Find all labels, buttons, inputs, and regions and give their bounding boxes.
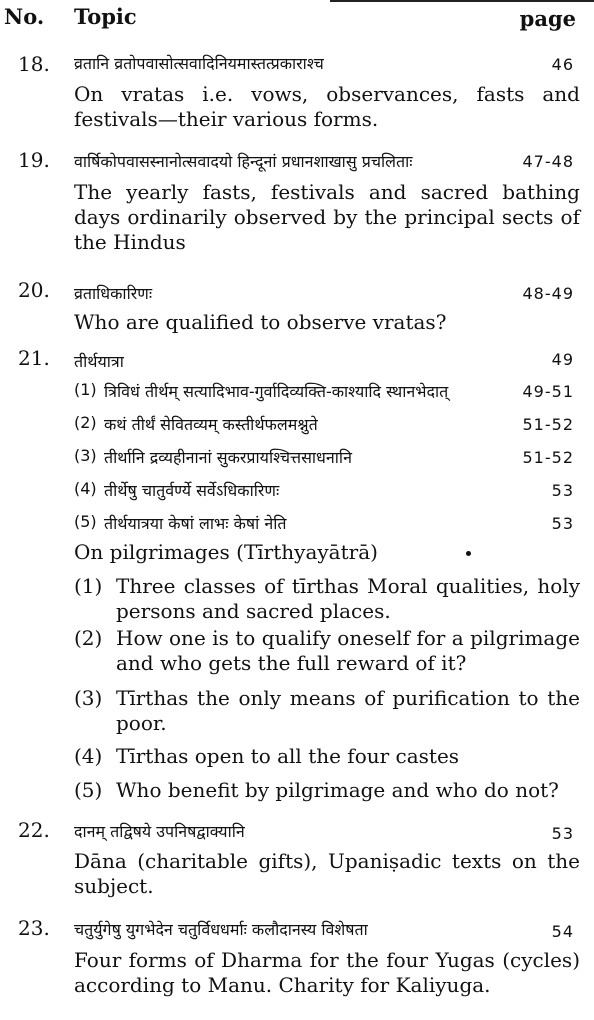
entry-english-description: On vratas i.e. vows, observances, fasts and festivals—their various forms. xyxy=(74,82,580,131)
entry-number: 21. xyxy=(18,346,50,370)
entry-number: 23. xyxy=(18,916,50,940)
column-header-topic: Topic xyxy=(74,4,137,29)
entry-english-description: The yearly fasts, festivals and sacred bathing days ordinarily observed by the principal sects of the Hindus xyxy=(74,180,580,254)
subentry-label: (2) xyxy=(74,413,97,432)
subentry-label: (4) xyxy=(74,744,103,768)
subentry-label: (2) xyxy=(74,626,103,650)
entry-page: 46 xyxy=(551,55,574,74)
subentry-label: (3) xyxy=(74,446,97,465)
entry-english-description: Who are qualified to observe vratas? xyxy=(74,310,447,334)
entry-number: 20. xyxy=(18,278,50,302)
subentry-english: How one is to qualify oneself for a pilgrimage and who gets the full reward of it? xyxy=(116,626,580,675)
subentry-label: (3) xyxy=(74,686,103,710)
entry-sanskrit-title: तीर्थयात्रा xyxy=(74,352,124,371)
subentry-english: Tīrthas open to all the four castes xyxy=(116,744,460,768)
entry-page: 49 xyxy=(551,350,574,369)
entry-page: 53 xyxy=(551,824,574,843)
subentry-english: Tīrthas the only means of purification to the poor. xyxy=(116,686,580,735)
subentry-page: 51-52 xyxy=(522,415,574,434)
subentry-sanskrit: तीर्थेषु चातुर्वर्ण्ये सर्वेऽधिकारिणः xyxy=(104,481,280,500)
entry-number: 22. xyxy=(18,818,50,842)
subentry-sanskrit: तीर्थयात्रया केषां लाभः केषां नेति xyxy=(104,514,287,533)
entry-number: 19. xyxy=(18,148,50,172)
subentry-label: (4) xyxy=(74,479,97,498)
top-rule xyxy=(330,0,594,2)
entry-page: 48-49 xyxy=(522,284,574,303)
column-header-page: page xyxy=(519,6,576,31)
subentry-sanskrit: तीर्थानि द्रव्यहीनानां सुकरप्रायश्चित्तसाधनानि xyxy=(104,448,352,467)
subentry-sanskrit: कथं तीर्थं सेवितव्यम् कस्तीर्थफलमश्नुते xyxy=(104,415,318,434)
subentry-page: 53 xyxy=(551,481,574,500)
entry-sanskrit-title: वार्षिकोपवासस्नानोत्सवादयो हिन्दूनां प्रधानशाखासु प्रचलिताः xyxy=(74,152,413,171)
entry-page: 47-48 xyxy=(522,152,574,171)
subentry-label: (1) xyxy=(74,380,97,399)
subentry-english: Three classes of tīrthas Moral qualities, holy persons and sacred places. xyxy=(116,574,580,623)
entry-sanskrit-title: व्रतानि व्रतोपवासोत्सवादिनियमास्तत्प्रकाराश्च xyxy=(74,54,324,73)
subentry-label: (5) xyxy=(74,512,97,531)
subentry-sanskrit: त्रिविधं तीर्थम् सत्यादिभाव-गुर्वादिव्यक्ति-काश्यादि स्थानभेदात् xyxy=(104,382,449,401)
entry-sanskrit-title: दानम् तद्विषये उपनिषद्वाक्यानि xyxy=(74,822,245,841)
subentry-page: 51-52 xyxy=(522,448,574,467)
subentry-page: 53 xyxy=(551,514,574,533)
entry-english-description: Four forms of Dharma for the four Yugas (cycles) according to Manu. Charity for Kaliyuga. xyxy=(74,948,580,997)
subentry-label: (5) xyxy=(74,778,103,802)
entry-sanskrit-title: चतुर्युगेषु युगभेदेन चतुर्विधधर्माः कलौदानस्य विशेषता xyxy=(74,920,368,939)
subentry-english: Who benefit by pilgrimage and who do not? xyxy=(116,778,559,802)
ink-dot xyxy=(466,551,471,556)
entry-page: 54 xyxy=(551,922,574,941)
entry-number: 18. xyxy=(18,52,50,76)
column-header-no: No. xyxy=(4,4,45,29)
entry-english-description: Dāna (charitable gifts), Upaniṣadic texts on the subject. xyxy=(74,849,580,898)
subentry-label: (1) xyxy=(74,574,103,598)
entry-english-description: On pilgrimages (Tīrthyayātrā) xyxy=(74,540,378,564)
subentry-page: 49-51 xyxy=(522,382,574,401)
entry-sanskrit-title: व्रताधिकारिणः xyxy=(74,284,153,303)
